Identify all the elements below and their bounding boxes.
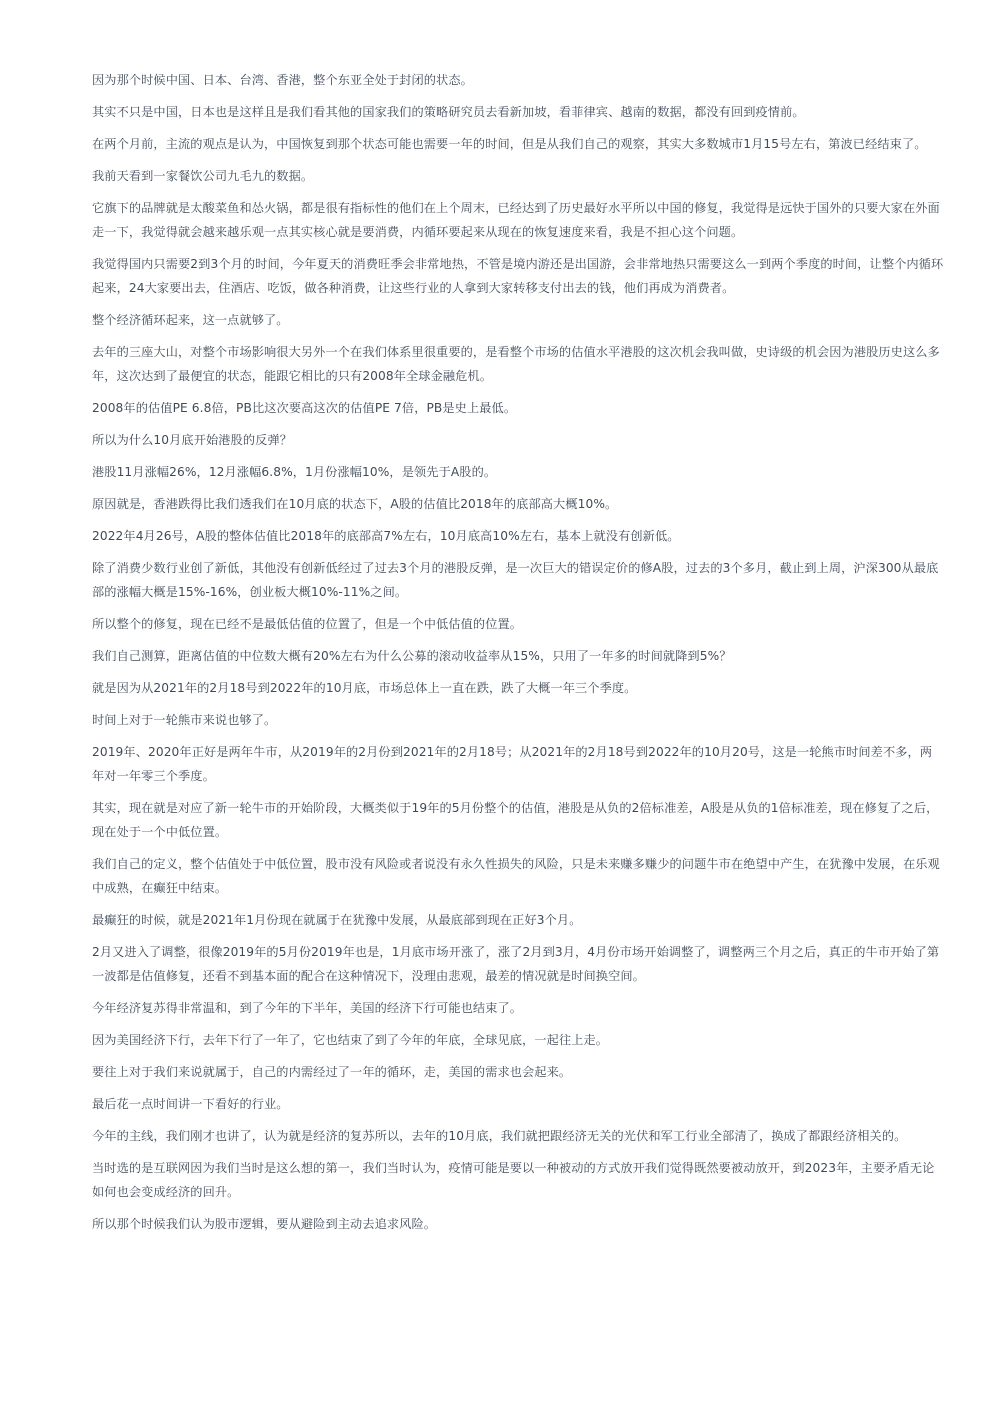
paragraph: 其实，现在就是对应了新一轮牛市的开始阶段，大概类似于19年的5月份整个的估值，港股是从负的2倍标准差，A股是从负的1倍标准差，现在修复了之后，现在处于一个中低位置。 xyxy=(92,801,939,839)
paragraph: 我们自己测算，距离估值的中位数大概有20%左右为什么公募的滚动收益率从15%，只用了一年多的时间就降到5%？ xyxy=(92,649,732,663)
paragraph: 我前天看到一家餐饮公司九毛九的数据。 xyxy=(92,169,314,183)
document-body xyxy=(92,68,944,1244)
paragraph: 所以那个时候我们认为股市逻辑，要从避险到主动去追求风险。 xyxy=(92,1217,437,1231)
paragraph: 今年的主线，我们刚才也讲了，认为就是经济的复苏所以，去年的10月底，我们就把跟经济无关的光伏和军工行业全部清了，换成了都跟经济相关的。 xyxy=(92,1129,907,1143)
paragraph: 去年的三座大山，对整个市场影响很大另外一个在我们体系里很重要的，是看整个市场的估值水平港股的这次机会我叫做，史诗级的机会因为港股历史这么多年，这次达到了最便宜的状态，能跟它相比的只有2008年全球金融危机。 xyxy=(92,345,940,383)
paragraph: 它旗下的品牌就是太酸菜鱼和怂火锅，都是很有指标性的他们在上个周末，已经达到了历史最好水平所以中国的修复，我觉得是远快于国外的只要大家在外面走一下，我觉得就会越来越乐观一点其实核心就是要消费，内循环要起来从现在的恢复速度来看，我是不担心这个问题。 xyxy=(92,201,940,239)
paragraph: 当时选的是互联网因为我们当时是这么想的第一，我们当时认为，疫情可能是要以一种被动的方式放开我们觉得既然要被动放开，到2023年，主要矛盾无论如何也会变成经济的回升。 xyxy=(92,1161,935,1199)
paragraph: 要往上对于我们来说就属于，自己的内需经过了一年的循环，走，美国的需求也会起来。 xyxy=(92,1065,572,1079)
paragraph: 我觉得国内只需要2到3个月的时间，今年夏天的消费旺季会非常地热，不管是境内游还是出国游，会非常地热只需要这么一到两个季度的时间，让整个内循环起来，24大家要出去，住酒店、吃饭，做各种消费，让这些行业的人拿到大家转移支付出去的钱，他们再成为消费者。 xyxy=(92,257,944,295)
paragraph: 在两个月前，主流的观点是认为，中国恢复到那个状态可能也需要一年的时间，但是从我们自己的观察，其实大多数城市1月15号左右，第波已经结束了。 xyxy=(92,137,927,151)
paragraph: 其实不只是中国，日本也是这样且是我们看其他的国家我们的策略研究员去看新加坡，看菲律宾、越南的数据，都没有回到疫情前。 xyxy=(92,105,805,119)
paragraph: 除了消费少数行业创了新低，其他没有创新低经过了过去3个月的港股反弹，是一次巨大的错误定价的修A股，过去的3个多月，截止到上周，沪深300从最底部的涨幅大概是15%-16%，创业板大概10%-11%之间。 xyxy=(92,561,939,599)
paragraph: 港股11月涨幅26%，12月涨幅6.8%，1月份涨幅10%，是领先于A股的。 xyxy=(92,465,497,479)
paragraph: 2022年4月26号，A股的整体估值比2018年的底部高7%左右，10月底高10%左右，基本上就没有创新低。 xyxy=(92,529,680,543)
paragraph: 因为那个时候中国、日本、台湾、香港，整个东亚全处于封闭的状态。 xyxy=(92,73,473,87)
paragraph: 最后花一点时间讲一下看好的行业。 xyxy=(92,1097,289,1111)
paragraph: 2月又进入了调整，很像2019年的5月份2019年也是，1月底市场开涨了，涨了2月到3月，4月份市场开始调整了，调整两三个月之后，真正的牛市开始了第一波都是估值修复，还看不到基本面的配合在这种情况下，没理由悲观，最差的情况就是时间换空间。 xyxy=(92,945,940,983)
paragraph: 就是因为从2021年的2月18号到2022年的10月底，市场总体上一直在跌，跌了大概一年三个季度。 xyxy=(92,681,637,695)
paragraph: 今年经济复苏得非常温和，到了今年的下半年，美国的经济下行可能也结束了。 xyxy=(92,1001,523,1015)
paragraph: 整个经济循环起来，这一点就够了。 xyxy=(92,313,289,327)
paragraph: 因为美国经济下行，去年下行了一年了，它也结束了到了今年的年底，全球见底，一起往上走。 xyxy=(92,1033,609,1047)
paragraph: 我们自己的定义，整个估值处于中低位置，股市没有风险或者说没有永久性损失的风险，只是未来赚多赚少的问题牛市在绝望中产生，在犹豫中发展，在乐观中成熟，在癫狂中结束。 xyxy=(92,857,940,895)
paragraph: 2019年、2020年正好是两年牛市，从2019年的2月份到2021年的2月18号；从2021年的2月18号到2022年的10月20号，这是一轮熊市时间差不多，两年对一年零三个季度。 xyxy=(92,745,933,783)
paragraph: 时间上对于一轮熊市来说也够了。 xyxy=(92,713,277,727)
paragraph: 最癫狂的时候，就是2021年1月份现在就属于在犹豫中发展，从最底部到现在正好3个月。 xyxy=(92,913,582,927)
paragraph: 原因就是，香港跌得比我们透我们在10月底的状态下，A股的估值比2018年的底部高大概10%。 xyxy=(92,497,618,511)
paragraph: 所以为什么10月底开始港股的反弹？ xyxy=(92,433,293,447)
paragraph: 所以整个的修复，现在已经不是最低估值的位置了，但是一个中低估值的位置。 xyxy=(92,617,523,631)
paragraph: 2008年的估值PE 6.8倍，PB比这次要高这次的估值PE 7倍，PB是史上最低。 xyxy=(92,401,517,415)
